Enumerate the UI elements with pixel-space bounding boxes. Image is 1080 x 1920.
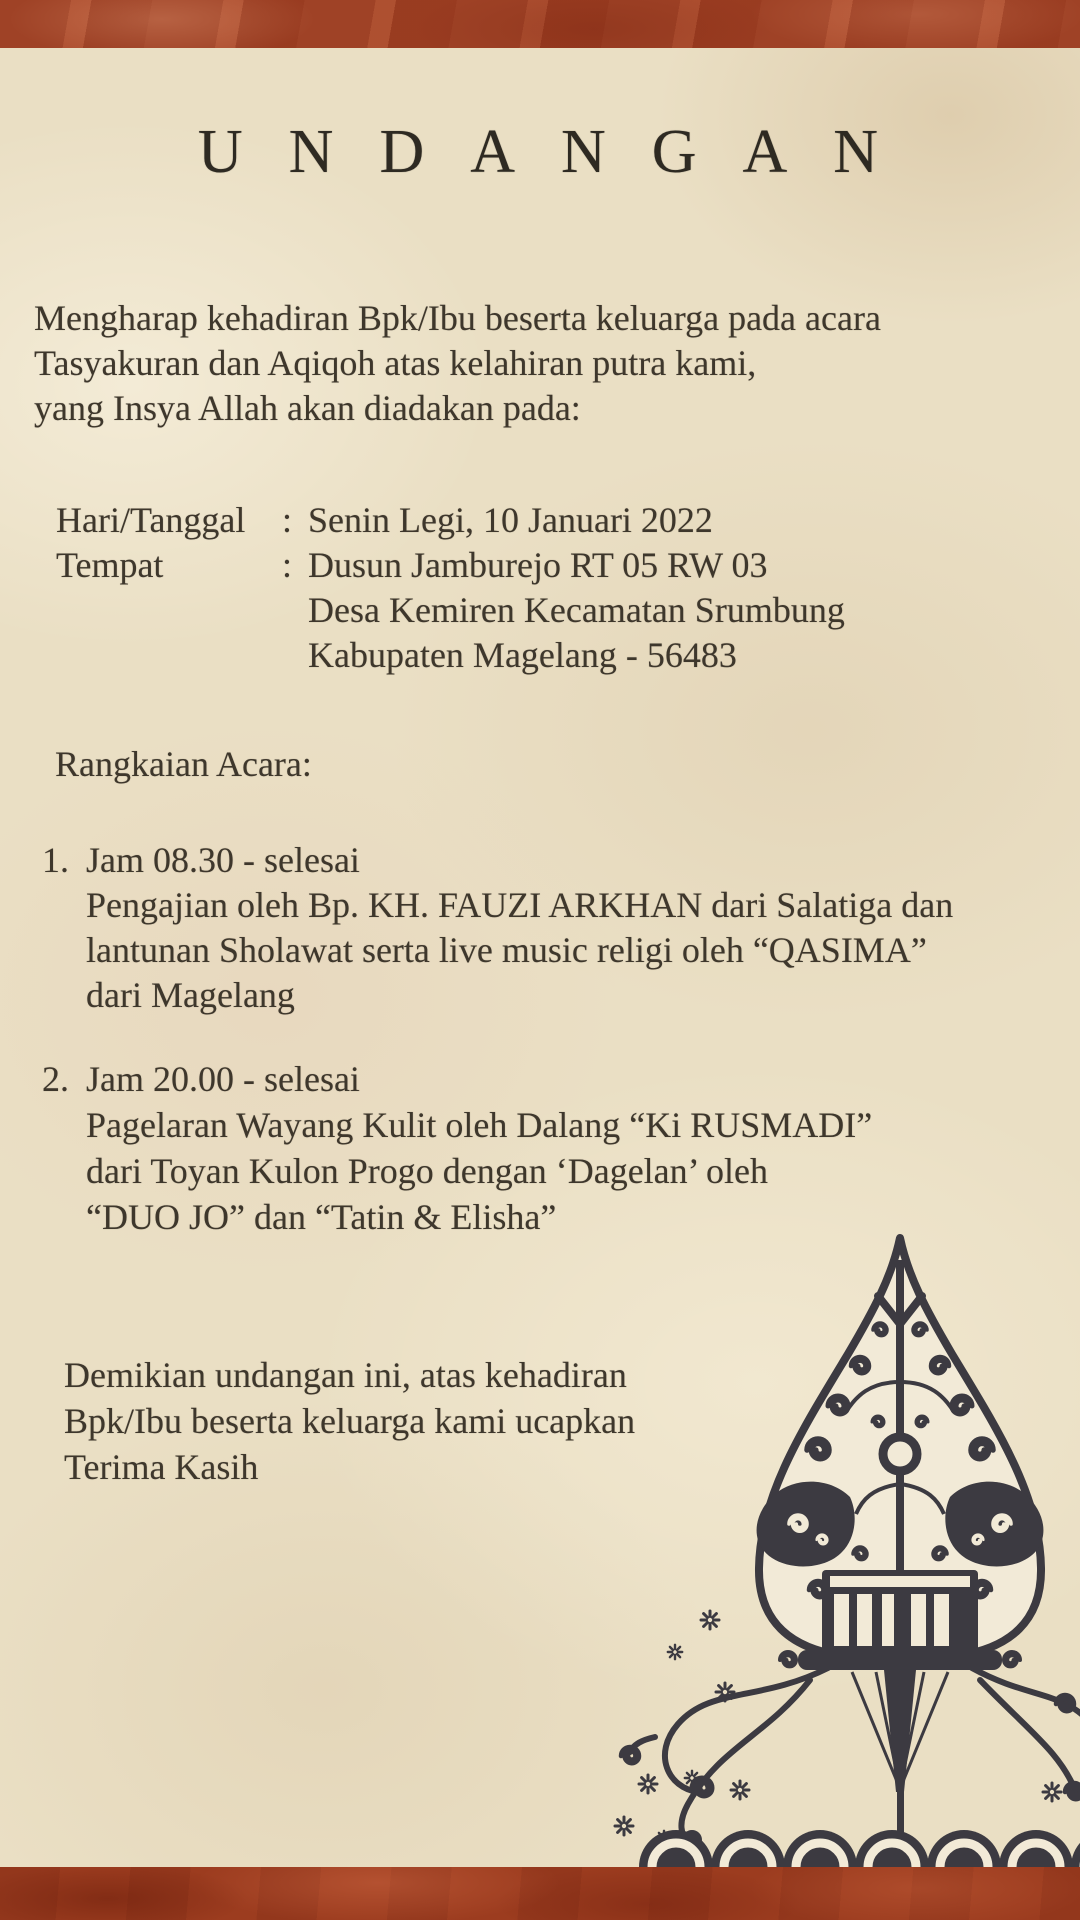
agenda-item-head: [42, 838, 953, 883]
detail-colon: :: [282, 545, 293, 585]
agenda-item: [42, 838, 953, 1018]
closing-line: Terima Kasih: [64, 1447, 259, 1487]
closing-line: Bpk/Ibu beserta keluarga kami ucapkan: [64, 1401, 636, 1441]
gunungan-wayang-icon: [560, 1232, 1080, 1872]
detail-label: Hari/Tanggal: [56, 500, 246, 540]
intro-line: Mengharap kehadiran Bpk/Ibu beserta keluarga pada acara: [34, 298, 881, 338]
agenda-heading: Rangkaian Acara:: [55, 744, 312, 784]
intro-line: Tasyakuran dan Aqiqoh atas kelahiran putra kami,: [34, 343, 757, 383]
agenda-item-line: Pagelaran Wayang Kulit oleh Dalang “Ki RUSMADI”: [86, 1105, 873, 1145]
agenda-item-line: “DUO JO” dan “Tatin & Elisha”: [86, 1197, 557, 1237]
agenda-item-head: [42, 1056, 872, 1102]
closing-line: Demikian undangan ini, atas kehadiran: [64, 1355, 627, 1395]
detail-row-date: [56, 498, 845, 543]
detail-value-line: Kabupaten Magelang - 56483: [308, 635, 737, 675]
closing-paragraph: [64, 1352, 635, 1490]
bottom-ornamental-band: [0, 1867, 1080, 1920]
agenda-item-line: dari Magelang: [86, 975, 295, 1015]
intro-line: yang Insya Allah akan diadakan pada:: [34, 388, 581, 428]
detail-row-place: [56, 543, 845, 678]
event-details: [56, 498, 845, 678]
detail-value: [308, 543, 845, 678]
agenda-item: [42, 1056, 872, 1240]
agenda-item-line: Pengajian oleh Bp. KH. FAUZI ARKHAN dari Salatiga dan: [86, 885, 954, 925]
agenda-item-time: Jam 20.00 - selesai: [86, 1059, 360, 1099]
agenda-item-desc: [86, 1102, 872, 1240]
agenda-item-line: dari Toyan Kulon Progo dengan ‘Dagelan’ oleh: [86, 1151, 768, 1191]
detail-label: Tempat: [56, 545, 164, 585]
agenda-item-desc: [86, 883, 953, 1018]
detail-colon: :: [282, 500, 293, 540]
detail-value: Senin Legi, 10 Januari 2022: [308, 500, 713, 540]
top-ornamental-band: [0, 0, 1080, 48]
page-title: UNDANGAN: [197, 118, 925, 186]
detail-value-line: Dusun Jamburejo RT 05 RW 03: [308, 545, 768, 585]
detail-value-line: Desa Kemiren Kecamatan Srumbung: [308, 590, 845, 630]
intro-paragraph: [34, 296, 881, 431]
agenda-item-number: 1.: [42, 840, 69, 880]
agenda-item-time: Jam 08.30 - selesai: [86, 840, 360, 880]
agenda-item-line: lantunan Sholawat serta live music religi oleh “QASIMA”: [86, 930, 927, 970]
agenda-item-number: 2.: [42, 1059, 69, 1099]
